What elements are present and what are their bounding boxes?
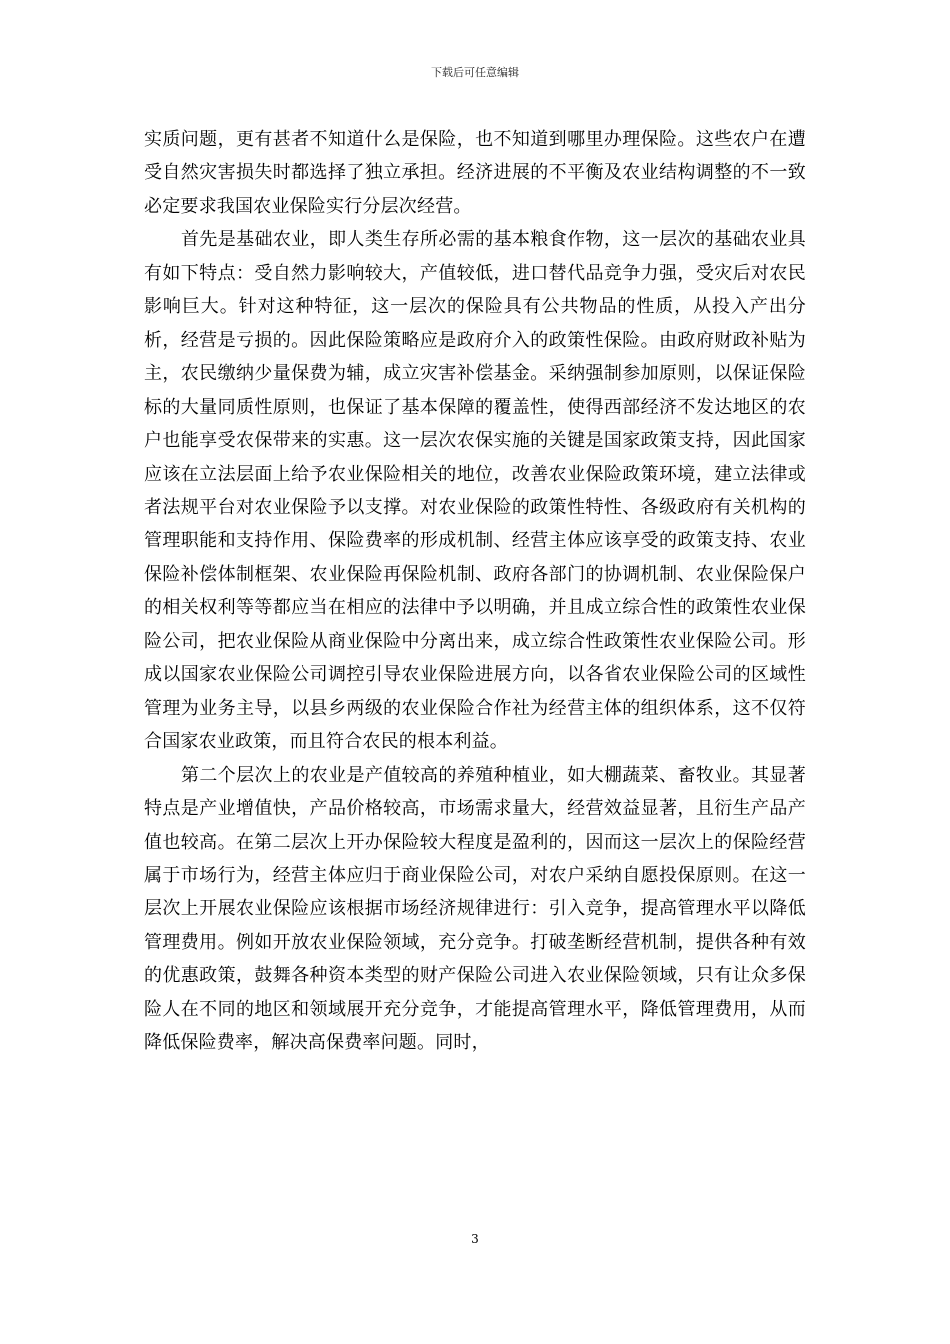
paragraph-continuation: 实质问题，更有甚者不知道什么是保险，也不知道到哪里办理保险。这些农户在遭受自然灾害损失时都选择了独立承担。经济进展的不平衡及农业结构调整的不一致必定要求我国农业保险实行分层次经营。: [144, 129, 806, 217]
paragraph-second-level-agriculture: 第二个层次上的农业是产值较高的养殖种植业，如大棚蔬菜、畜牧业。其显著特点是产业增值快，产品价格较高，市场需求量大，经营效益显著，且衍生产品产值也较高。在第二层次上开办保险较大程度是盈利的，因而这一层次上的保险经营属于市场行为，经营主体应归于商业保险公司，对农户采纳自愿投保原则。在这一层次上开展农业保险应该根据市场经济规律进行：引入竞争，提高管理水平以降低管理费用。例如开放农业保险领域，充分竞争。打破垄断经营机制，提供各种有效的优惠政策，鼓舞各种资本类型的财产保险公司进入农业保险领域，只有让众多保险人在不同的地区和领域展开充分竞争，才能提高管理水平，降低管理费用，从而降低保险费率，解决高保费率问题。同时，: [144, 764, 806, 1054]
page-number: 3: [471, 1232, 479, 1246]
page-header: 下载后可任意编辑: [431, 66, 519, 79]
paragraph-basic-agriculture: 首先是基础农业，即人类生存所必需的基本粮食作物，这一层次的基础农业具有如下特点：受自然力影响较大，产值较低，进口替代品竞争力强，受灾后对农民影响巨大。针对这种特征，这一层次的保险具有公共物品的性质，从投入产出分析，经营是亏损的。因此保险策略应是政府介入的政策性保险。由政府财政补贴为主，农民缴纳少量保费为辅，成立灾害补偿基金。采纳强制参加原则，以保证保险标的大量同质性原则，也保证了基本保障的覆盖性，使得西部经济不发达地区的农户也能享受农保带来的实惠。这一层次农保实施的关键是国家政策支持，因此国家应该在立法层面上给予农业保险相关的地位，改善农业保险政策环境，建立法律或者法规平台对农业保险予以支撑。对农业保险的政策性特性、各级政府有关机构的管理职能和支持作用、保险费率的形成机制、经营主体应该享受的政策支持、农业保险补偿体制框架、农业保险再保险机制、政府各部门的协调机制、农业保险保户的相关权利等等都应当在相应的法律中予以明确，并且成立综合性的政策性农业保险公司，把农业保险从商业保险中分离出来，成立综合性政策性农业保险公司。形成以国家农业保险公司调控引导农业保险进展方向，以各省农业保险公司的区域性管理为业务主导，以县乡两级的农业保险合作社为经营主体的组织体系，这不仅符合国家农业政策，而且符合农民的根本利益。: [144, 229, 806, 753]
document-body: [144, 123, 806, 1060]
